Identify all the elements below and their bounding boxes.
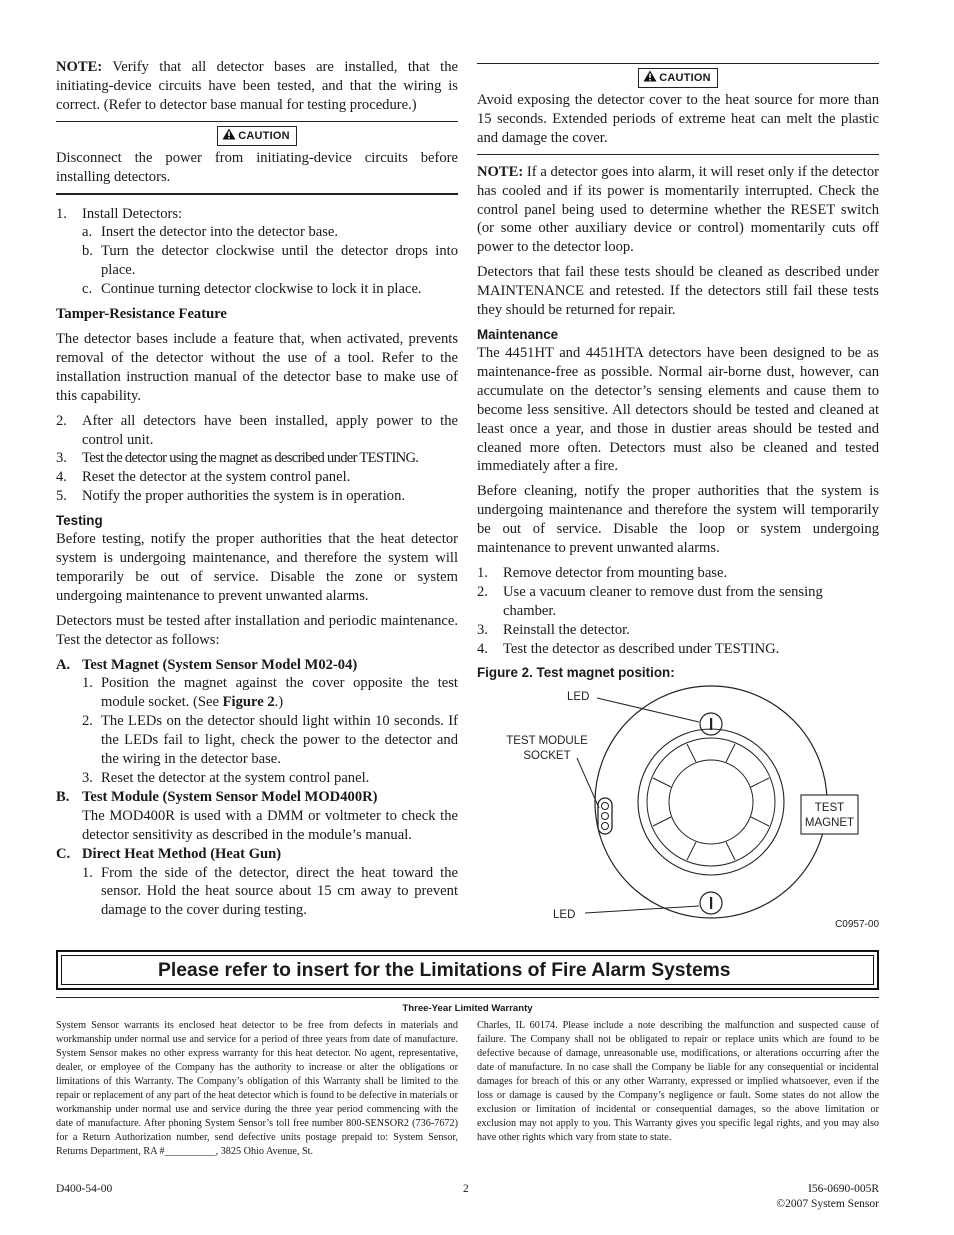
note-label: NOTE: [56,59,103,75]
sub-text: Turn the detector clockwise until the detector drops into place. [101,243,458,279]
item-number: C. [56,845,71,862]
list-item [477,564,879,583]
item-text: Test Magnet (System Sensor Model M02-04) [82,656,358,673]
sub-item [56,674,458,712]
label-socket-1: TEST MODULE [506,735,588,747]
test-module-socket [598,798,612,834]
test-heading-b [56,788,458,807]
leader-led-top [597,698,699,722]
list-item [477,583,879,621]
note-paragraph [477,163,879,258]
footer-page-number: 2 [463,1183,469,1195]
detector-diagram [477,680,879,930]
caution-box [217,126,297,146]
sub-item [56,712,458,769]
sub-number: a. [82,224,93,241]
item-text: Test the detector using the magnet as described under TESTING. [82,450,419,467]
maintenance-paragraph-2: Before cleaning, notify the proper authorities that the system is undergoing maintenance and therefore the system will temporarily be out of service. Disable the loop or system undergoing maintenance to prevent unwanted alarms. [477,483,879,557]
detector-ring-middle [647,738,775,866]
item-number: A. [56,656,71,673]
test-heading-c [56,845,458,864]
item-number: B. [56,788,70,805]
leader-socket [577,758,599,808]
sub-number: 1. [82,864,93,881]
warning-icon [643,70,657,82]
item-number: 3. [56,450,67,467]
sub-number: 1. [82,675,93,692]
item-number: 2. [56,412,67,429]
note-text: If a detector goes into alarm, it will reset only if the detector has cooled and if its power is momentarily interrupted. Check the control panel being used to determine whether the RESET switch (or some other auxiliary device or control) momentarily cuts off power to the detector loop. [477,163,879,256]
item-text: Direct Heat Method (Heat Gun) [82,845,282,862]
sub-text: Insert the detector into the detector base. [101,224,339,241]
sub-text: Continue turning detector clockwise to lock it in place. [101,281,422,298]
list-item [477,621,879,640]
caution-text: Disconnect the power from initiating-device circuits before installing detectors. [56,149,458,185]
detector-ring-outer [638,729,784,875]
figure-reference: Figure 2 [222,694,275,711]
figure-2-diagram [477,680,879,930]
banner-text: Please refer to insert for the Limitations of Fire Alarm Systems [158,960,731,981]
fail-paragraph: Detectors that fail these tests should be cleaned as described under MAINTENANCE and retested. If the detectors still fail these tests they should be returned for repair. [477,264,879,319]
item-number: 5. [56,488,67,505]
warranty-title: Three-Year Limited Warranty [402,1003,533,1014]
footer-part-number: I56-0690-005R [808,1183,879,1195]
sub-number: c. [82,281,93,298]
item-text: After all detectors have been installed, apply power to the control unit. [82,412,458,448]
figure-code: C0957-00 [835,919,879,930]
item-text: Test the detector as described under TESTING. [503,640,780,657]
item-text: Install Detectors: [82,205,183,222]
item-text: Use a vacuum cleaner to remove dust from the sensing chamber. [503,583,823,619]
item-text: Remove detector from mounting base. [503,564,728,581]
test-heading-a [56,656,458,675]
right-column [477,63,879,682]
item-number: 3. [477,621,488,638]
sub-item [56,223,458,242]
warranty-text-left: System Sensor warrants its enclosed heat detector to be free from defects in materials and workmanship under normal use and service for a period of three years from date of manufacture. System Sensor makes no other express warranty for this heat detector. No agent, representative, dealer, or employee of the Company has the authority to increase or alter the obligations or limitations of this Warranty. The Company’s obligation of this Warranty shall be limited to the repair or replacement of any part of the heat detector which is found to be defective in materials or workmanship under normal use and service during the three year period commencing with the date of manufacture. After phoning System Sensor’s toll free number 800-SENSOR2 (736-7672) for a Return Authorization number, send defective units postage prepaid to: System Sensor, Returns Department, RA #__________, 3825 Ohio Avenue, St. [56,1020,458,1157]
testing-paragraph-2: Detectors must be tested after installation and periodic maintenance. Test the detector as follows: [56,612,458,648]
sub-item [56,864,458,921]
warranty-rule [56,997,879,998]
caution-label: CAUTION [659,72,711,84]
limitations-banner [56,950,879,990]
list-item [56,487,458,506]
item-text: Test Module (System Sensor Model MOD400R) [82,788,378,805]
list-item [56,449,458,468]
footer-right [679,1182,879,1212]
note-paragraph [56,58,458,115]
sub-text: From the side of the detector, direct the heat toward the sensor. Hold the heat source about 15 cm away to prevent damage to the cover during testing. [101,864,458,919]
caution-box [638,68,718,88]
figure-caption: Figure 2. Test magnet position: [477,665,675,681]
sub-item [56,807,458,845]
note-label: NOTE: [477,163,524,180]
list-item [56,205,458,224]
item-number: 1. [477,564,488,581]
testing-paragraph-1: Before testing, notify the proper authorities that the heat detector system is undergoing maintenance, and therefore the system will temporarily be out of service. Disable the zone or system undergoing maintenance to prevent unwanted alarms. [56,531,458,604]
sub-number: 3. [82,770,93,786]
label-led-bottom: LED [553,909,576,921]
sub-text: Reset the detector at the system control panel. [101,770,370,786]
sub-text: Position the magnet against the cover opposite the test module socket. (See Figure 2.) [101,675,458,711]
warning-icon [222,128,236,140]
item-number: 4. [477,640,488,657]
item-text: Reinstall the detector. [503,621,630,638]
footer-doc-code: D400-54-00 [56,1183,113,1195]
list-item [56,412,458,450]
sub-item [56,242,458,280]
item-text: Reset the detector at the system control panel. [82,469,351,486]
maintenance-paragraph-1: The 4451HT and 4451HTA detectors have been designed to be as maintenance-free as possible. Normal air-borne dust, however, can accumulate on the detector’s sensing elements and cause them to become less sensitive. All detectors should be tested and cleaned at least once a year, and those in dustier areas should be tested and cleaned more often. Detectors must also be cleaned and tested immediately after a fire. [477,344,879,475]
sub-item [56,769,458,788]
list-item [477,640,879,659]
label-magnet-2: MAGNET [804,817,855,829]
label-led-top: LED [567,691,590,703]
item-number: 1. [56,205,67,222]
tamper-heading: Tamper-Resistance Feature [56,306,227,323]
label-magnet-1: TEST [814,802,845,814]
left-column [56,58,458,920]
footer-copyright: ©2007 System Sensor [776,1198,879,1210]
detector-vents [653,744,769,860]
testing-heading: Testing [56,513,103,529]
item-number: 4. [56,469,67,486]
item-text: Notify the proper authorities the system is in operation. [82,488,406,505]
sub-item [56,280,458,299]
sub-text: The MOD400R is used with a DMM or voltmeter to check the detector sensitivity as described in the module’s manual. [82,807,458,843]
warranty-text-right: Charles, IL 60174. Please include a note describing the malfunction and suspected cause of failure. The Company shall not be obligated to repair or replace units which are found to be defective because of damage, unreasonable use, modifications, or alterations occurring after the date of manufacture. In no case shall the Company be liable for any consequential or incidental damages for breach of this or any other Warranty, expressed or implied whatsoever, even if the loss or damage is caused by the Company’s negligence or fault. Some states do not allow the exclusion or limitation of incidental or consequential damages, so the above limitation or exclusion may not apply to you. This Warranty gives you specific legal rights, and you may also have other rights which vary from state to state. [477,1020,879,1143]
sub-text: The LEDs on the detector should light within 10 seconds. If the LEDs fail to light, check the power to the detector and the wiring in the detector base. [101,713,458,768]
caution-text: Avoid exposing the detector cover to the heat source for more than 15 seconds. Extended periods of extreme heat can melt the plastic and damage the cover. [477,92,879,146]
list-item [56,468,458,487]
maintenance-heading: Maintenance [477,326,559,342]
note-text: Verify that all detector bases are installed, that the initiating-device circuits have been tested, and that the wiring is correct. (Refer to detector base manual for testing procedure.) [56,59,458,113]
label-socket-2: SOCKET [523,750,571,762]
item-number: 2. [477,583,488,600]
sub-number: 2. [82,713,93,730]
detector-ring-inner [669,760,753,844]
tamper-text: The detector bases include a feature that, when activated, prevents removal of the detector without the use of a tool. Refer to the installation instruction manual of the detector base to make use of this capability. [56,330,458,404]
caution-label: CAUTION [238,129,290,142]
sub-number: b. [82,243,93,260]
leader-led-bottom [585,906,699,913]
